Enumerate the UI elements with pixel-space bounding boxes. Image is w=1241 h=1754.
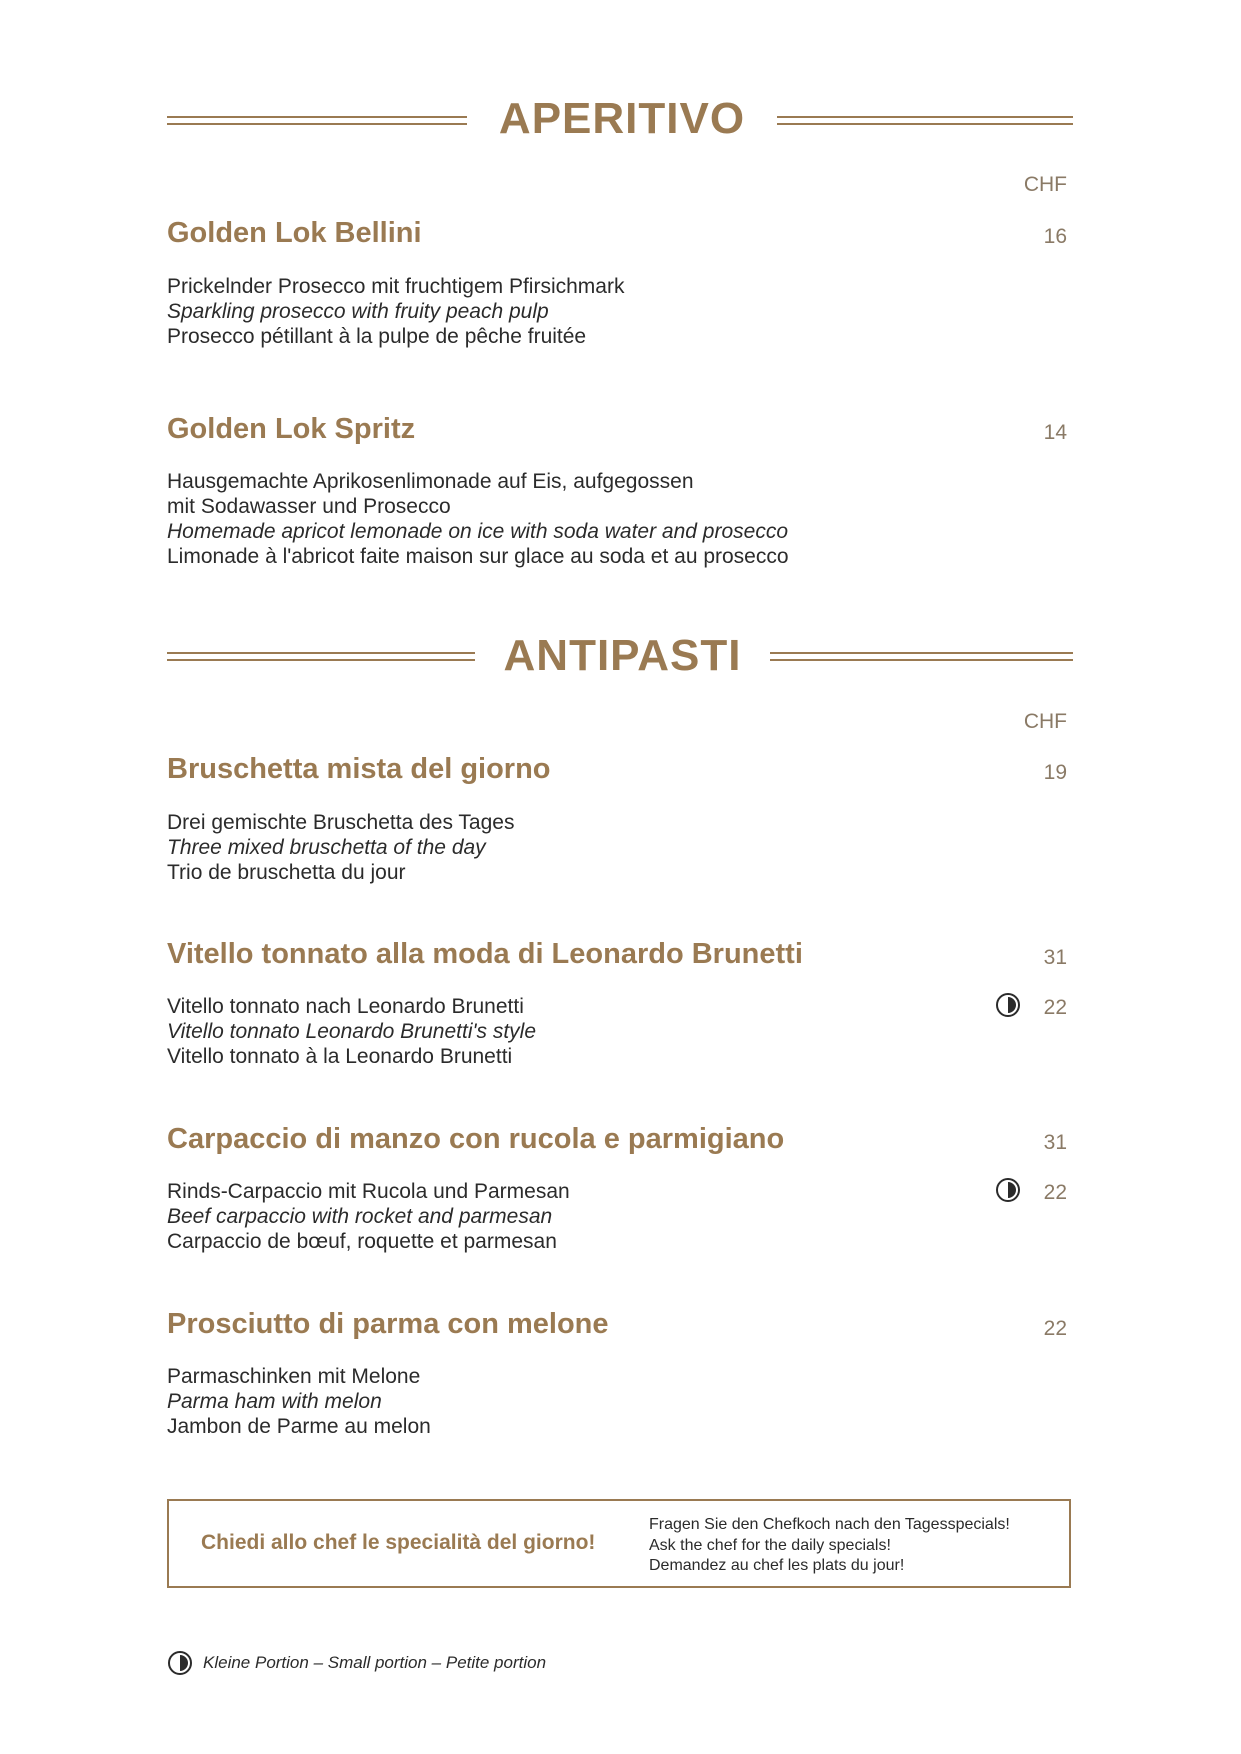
specials-de: Fragen Sie den Chefkoch nach den Tagesspecials! bbox=[649, 1516, 1010, 1533]
section-rule-right bbox=[777, 116, 1073, 126]
half-circle-icon bbox=[995, 1177, 1021, 1203]
small-portion-price: 22 bbox=[1043, 996, 1067, 1019]
section-title-aperitivo: APERITIVO bbox=[498, 94, 746, 143]
menu-item-price: 31 bbox=[1043, 946, 1067, 969]
description-en: Beef carpaccio with rocket and parmesan bbox=[167, 1205, 553, 1228]
description-fr: Vitello tonnato à la Leonardo Brunetti bbox=[167, 1045, 513, 1068]
section-title-antipasti: ANTIPASTI bbox=[503, 631, 742, 680]
daily-specials-box bbox=[167, 1499, 1071, 1588]
currency-label: CHF bbox=[1023, 173, 1067, 196]
description-de: Prickelnder Prosecco mit fruchtigem Pfirsichmark bbox=[167, 275, 625, 298]
menu-item-description bbox=[167, 994, 536, 1069]
description-de: Vitello tonnato nach Leonardo Brunetti bbox=[167, 995, 524, 1018]
menu-item-name: Carpaccio di manzo con rucola e parmigiano bbox=[167, 1123, 785, 1155]
description-en: Homemade apricot lemonade on ice with soda water and prosecco bbox=[167, 520, 789, 543]
currency-label: CHF bbox=[1023, 710, 1067, 733]
menu-item-description bbox=[167, 810, 514, 885]
menu-item-name: Vitello tonnato alla moda di Leonardo Brunetti bbox=[167, 938, 803, 970]
menu-item-name: Golden Lok Spritz bbox=[167, 413, 416, 445]
specials-en: Ask the chef for the daily specials! bbox=[649, 1536, 891, 1554]
description-fr: Prosecco pétillant à la pulpe de pêche fruitée bbox=[167, 325, 587, 348]
description-fr: Jambon de Parme au melon bbox=[167, 1415, 431, 1438]
section-rule-left bbox=[167, 652, 475, 662]
description-en: Sparkling prosecco with fruity peach pulp bbox=[167, 300, 549, 323]
section-rule-right bbox=[770, 652, 1073, 662]
menu-item-price: 22 bbox=[1043, 1317, 1067, 1340]
menu-item-description bbox=[167, 274, 624, 349]
specials-fr: Demandez au chef les plats du jour! bbox=[649, 1557, 905, 1574]
description-de: mit Sodawasser und Prosecco bbox=[167, 495, 451, 518]
description-en: Three mixed bruschetta of the day bbox=[167, 836, 486, 859]
description-de: Hausgemachte Aprikosenlimonade auf Eis, aufgegossen bbox=[167, 470, 694, 493]
description-fr: Carpaccio de bœuf, roquette et parmesan bbox=[167, 1230, 557, 1253]
description-en: Parma ham with melon bbox=[167, 1390, 382, 1413]
menu-item-name: Prosciutto di parma con melone bbox=[167, 1308, 609, 1340]
description-fr: Limonade à l'abricot faite maison sur glace au soda et au prosecco bbox=[167, 545, 789, 568]
description-fr: Trio de bruschetta du jour bbox=[167, 861, 406, 884]
menu-item-description bbox=[167, 469, 789, 569]
menu-item-price: 16 bbox=[1043, 225, 1067, 248]
description-de: Drei gemischte Bruschetta des Tages bbox=[167, 811, 515, 834]
section-rule-left bbox=[167, 116, 467, 126]
menu-item-name: Golden Lok Bellini bbox=[167, 217, 422, 249]
menu-item-price: 14 bbox=[1043, 421, 1067, 444]
specials-translations bbox=[649, 1515, 1010, 1577]
menu-item-price: 19 bbox=[1043, 761, 1067, 784]
legend-text: Kleine Portion – Small portion – Petite portion bbox=[203, 1653, 547, 1672]
half-circle-icon bbox=[167, 1650, 193, 1676]
menu-item-description bbox=[167, 1364, 431, 1439]
description-de: Rinds-Carpaccio mit Rucola und Parmesan bbox=[167, 1180, 570, 1203]
menu-item-price: 31 bbox=[1043, 1131, 1067, 1154]
half-circle-icon bbox=[995, 992, 1021, 1018]
description-en: Vitello tonnato Leonardo Brunetti's style bbox=[167, 1020, 537, 1043]
menu-item-name: Bruschetta mista del giorno bbox=[167, 753, 551, 785]
specials-title: Chiedi allo chef le specialità del giorno! bbox=[201, 1531, 596, 1554]
description-de: Parmaschinken mit Melone bbox=[167, 1365, 421, 1388]
menu-item-description bbox=[167, 1179, 570, 1254]
small-portion-price: 22 bbox=[1043, 1181, 1067, 1204]
